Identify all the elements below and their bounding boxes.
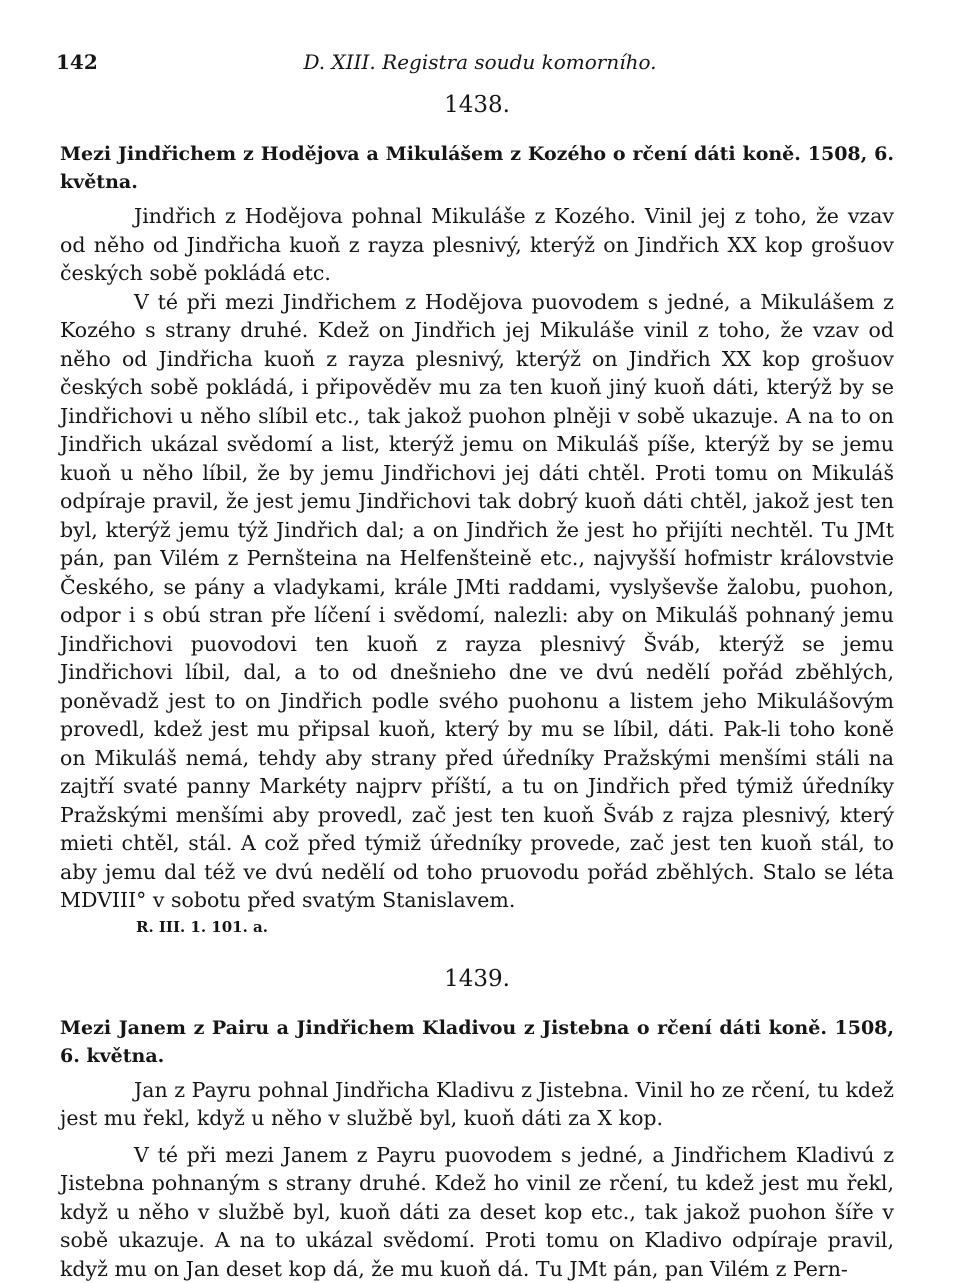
entry-summary: Mezi Janem z Pairu a Jindřichem Kladivou z Jistebna o rčení dáti koně. 1508, 6. května. xyxy=(60,1014,894,1070)
entry-paragraph: Jan z Payru pohnal Jindřicha Kladivu z Jistebna. Vinil ho ze rčení, tu kdež jest mu řekl, když u něho v službě byl, kuoň dáti za X kop. xyxy=(60,1076,894,1133)
paragraph-gap xyxy=(60,1133,894,1141)
entry-number: 1438. xyxy=(60,92,894,118)
entry-1439 xyxy=(60,966,894,1283)
page-content xyxy=(60,92,894,1283)
source-reference: R. III. 1. 101. a. xyxy=(136,918,894,936)
entry-paragraph: Jindřich z Hodějova pohnal Mikuláše z Kozého. Vinil jej z toho, že vzav od něho od Jindřicha kuoň z rayza plesnivý, kterýž on Jindřich XX kop grošuov českých sobě pokládá etc. xyxy=(60,202,894,288)
running-title: D. XIII. Registra soudu komorního. xyxy=(0,50,960,74)
entry-paragraph: V té při mezi Jindřichem z Hodějova puovodem s jedné, a Mikulášem z Kozého s strany druhé. Kdež on Jindřich jej Mikuláše vinil z toho, že vzav od něho od Jindřicha kuoň z rayza plesnivý, kterýž on Jindřich XX kop grošuov českých sobě pokládá, i připověděv mu za ten kuoň jiný kuoň dáti, kterýž by se Jindřichovi u něho slíbil etc., tak jakož puohon plněji v sobě ukazuje. A na to on Jindřich ukázal svědomí a list, kterýž jemu on Mikuláš píše, kterýž by se jemu kuoň u něho líbil, že by jemu Jindřichovi jej dáti chtěl. Proti tomu on Mikuláš odpíraje pravil, že jest jemu Jindřichovi tak dobrý kuoň dáti chtěl, jakož jest ten byl, kterýž jemu týž Jindřich dal; a on Jindřich že jest ho přijíti nechtěl. Tu JMt pán, pan Vilém z Pernšteina na Helfenšteině etc., najvyšší hofmistr královstvie Českého, se pány a vladykami, krále JMti raddami, vyslyševše žalobu, puohon, odpor i s obú stran pře líčení i svědomí, nalezli: aby on Mikuláš pohnaný jemu Jindřichovi puovodovi ten kuoň z rayza plesnivý Šváb, kterýž se jemu Jindřichovi líbil, dal, a to od dnešnieho dne ve dvú nedělí pořád zběhlých, poněvadž jest to on Jindřich podle svého puohonu a listem jeho Mikulášovým provedl, kdež jest mu připsal kuoň, který by mu se líbil, dáti. Pak-li toho koně on Mikuláš nemá, tehdy aby strany před úředníky Pražskými menšími stáli na zajtří svaté panny Markéty najprv příští, a tu on Jindřich před týmiž úředníky Pražskými menšími aby provedl, zač jest ten kuoň Šváb z rajza plesnivý, který mieti chtěl, stál. A což před týmiž úředníky provede, zač jest ten kuoň stál, to aby jemu dal též ve dvú nedělí od toho pruovodu pořád zběhlých. Stalo se léta MDVIII° v sobotu před svatým Stanislavem. xyxy=(60,288,894,915)
running-head xyxy=(0,50,960,80)
entry-summary: Mezi Jindřichem z Hodějova a Mikulášem z Kozého o rčení dáti koně. 1508, 6. května. xyxy=(60,140,894,196)
entry-number: 1439. xyxy=(60,966,894,992)
page-number: 142 xyxy=(56,50,98,74)
entry-paragraph: V té při mezi Janem z Payru puovodem s jedné, a Jindřichem Kladivú z Jistebna pohnaným s strany druhé. Kdež ho vinil ze rčení, tu kdež jest mu řekl, když u něho v službě byl, kuoň dáti za deset kop etc., tak jakož puohon šíře v sobě ukazuje. A na to ukázal svědomí. Proti tomu on Kladivo odpíraje pravil, když mu on Jan deset kop dá, že mu kuoň dá. Tu JMt pán, pan Vilém z Pern- xyxy=(60,1141,894,1283)
entry-1438 xyxy=(60,92,894,936)
